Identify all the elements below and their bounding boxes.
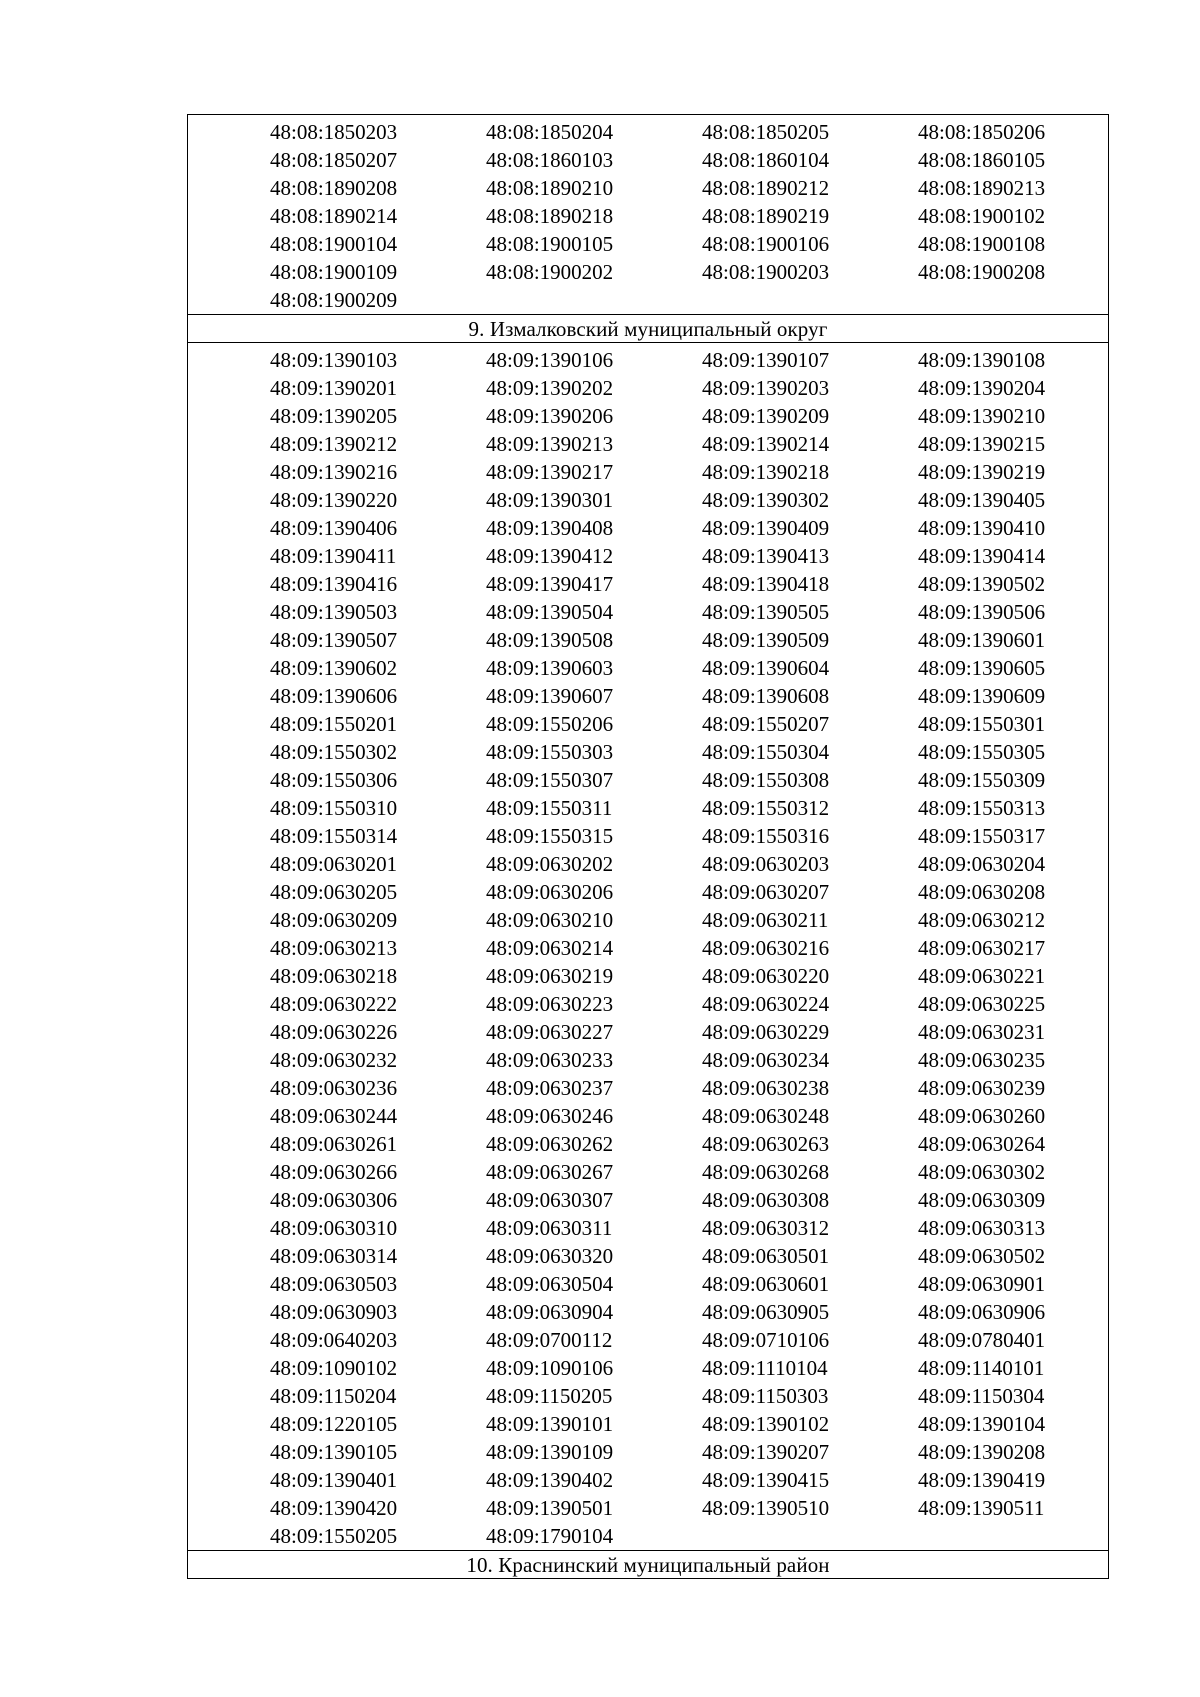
cadastral-number: 48:09:0630239 — [918, 1076, 1046, 1100]
cadastral-number: 48:08:1900102 — [918, 204, 1046, 228]
table-row — [188, 1186, 1108, 1214]
cadastral-number: 48:09:1390206 — [486, 404, 614, 428]
cadastral-number: 48:08:1850203 — [270, 120, 398, 144]
cadastral-number: 48:09:1390402 — [486, 1468, 614, 1492]
cadastral-number: 48:09:0630312 — [702, 1216, 830, 1240]
cadastral-number: 48:09:0630307 — [486, 1188, 614, 1212]
cadastral-number: 48:09:1550303 — [486, 740, 614, 764]
cadastral-number: 48:09:1390602 — [270, 656, 398, 680]
cadastral-number: 48:09:1390510 — [702, 1496, 830, 1520]
table-row — [188, 1158, 1108, 1186]
table-row — [188, 1326, 1108, 1354]
cadastral-number: 48:09:0630222 — [270, 992, 398, 1016]
table-row — [188, 230, 1108, 258]
cadastral-number: 48:08:1890210 — [486, 176, 614, 200]
cadastral-number: 48:09:1390504 — [486, 600, 614, 624]
table-row — [188, 654, 1108, 682]
cadastral-number: 48:09:1150303 — [702, 1384, 829, 1408]
cadastral-number: 48:09:0630901 — [918, 1272, 1046, 1296]
cadastral-number: 48:09:1390106 — [486, 348, 614, 372]
cadastral-number: 48:09:0700112 — [486, 1328, 613, 1352]
cadastral-number: 48:09:1390511 — [918, 1496, 1045, 1520]
cadastral-number: 48:09:1390207 — [702, 1440, 830, 1464]
table-row — [188, 118, 1108, 146]
cadastral-number: 48:09:0630210 — [486, 908, 614, 932]
cadastral-number: 48:09:0630313 — [918, 1216, 1046, 1240]
cadastral-number: 48:09:1550306 — [270, 768, 398, 792]
cadastral-number: 48:09:0640203 — [270, 1328, 398, 1352]
cadastral-number: 48:09:0630306 — [270, 1188, 398, 1212]
cadastral-number: 48:09:0630904 — [486, 1300, 614, 1324]
table-row — [188, 934, 1108, 962]
cadastral-number: 48:09:0630220 — [702, 964, 830, 988]
table-row — [188, 374, 1108, 402]
cadastral-number: 48:09:1390502 — [918, 572, 1046, 596]
cadastral-number: 48:08:1900108 — [918, 232, 1046, 256]
cadastral-number: 48:09:0630212 — [918, 908, 1046, 932]
cadastral-number: 48:09:1550310 — [270, 796, 398, 820]
table-row — [188, 1270, 1108, 1298]
cadastral-number: 48:08:1850207 — [270, 148, 398, 172]
table-row — [188, 1354, 1108, 1382]
cadastral-number: 48:08:1890214 — [270, 204, 398, 228]
cadastral-number: 48:09:0630223 — [486, 992, 614, 1016]
cadastral-number: 48:09:1390408 — [486, 516, 614, 540]
cadastral-number: 48:09:1550309 — [918, 768, 1046, 792]
cadastral-number: 48:09:0630502 — [918, 1244, 1046, 1268]
cadastral-table — [187, 114, 1109, 1579]
cadastral-number: 48:09:1390302 — [702, 488, 830, 512]
table-row — [188, 990, 1108, 1018]
cadastral-number: 48:09:1390419 — [918, 1468, 1046, 1492]
cadastral-number: 48:09:0630213 — [270, 936, 398, 960]
table-row — [188, 1046, 1108, 1074]
cadastral-number: 48:09:0630262 — [486, 1132, 614, 1156]
cadastral-number: 48:09:1390205 — [270, 404, 398, 428]
cadastral-number: 48:09:1390406 — [270, 516, 398, 540]
cadastral-number: 48:09:0630248 — [702, 1104, 830, 1128]
cadastral-number: 48:09:1550207 — [702, 712, 830, 736]
cadastral-number: 48:09:0630264 — [918, 1132, 1046, 1156]
table-row — [188, 598, 1108, 626]
cadastral-number: 48:09:1390105 — [270, 1440, 398, 1464]
cadastral-number: 48:09:1220105 — [270, 1412, 398, 1436]
table-row — [188, 1466, 1108, 1494]
cadastral-number: 48:09:1390604 — [702, 656, 830, 680]
cadastral-number: 48:09:0630268 — [702, 1160, 830, 1184]
cadastral-number: 48:09:1390214 — [702, 432, 830, 456]
table-row — [188, 1074, 1108, 1102]
cadastral-number: 48:09:0630201 — [270, 852, 398, 876]
table-row — [188, 1522, 1108, 1550]
cadastral-number: 48:09:0630903 — [270, 1300, 398, 1324]
table-row — [188, 1102, 1108, 1130]
cadastral-number: 48:09:0630906 — [918, 1300, 1046, 1324]
table-row — [188, 682, 1108, 710]
table-row — [188, 1298, 1108, 1326]
cadastral-number: 48:08:1900202 — [486, 260, 614, 284]
cadastral-number: 48:08:1890218 — [486, 204, 614, 228]
table-row — [188, 458, 1108, 486]
cadastral-number: 48:09:0630224 — [702, 992, 830, 1016]
cadastral-number: 48:09:0630221 — [918, 964, 1046, 988]
cadastral-number: 48:09:1390202 — [486, 376, 614, 400]
cadastral-number: 48:08:1900106 — [702, 232, 830, 256]
table-row — [188, 146, 1108, 174]
table-row — [188, 906, 1108, 934]
table-row — [188, 850, 1108, 878]
cadastral-number: 48:09:0630302 — [918, 1160, 1046, 1184]
cadastral-number: 48:09:1390218 — [702, 460, 830, 484]
cadastral-number: 48:08:1900209 — [270, 288, 398, 312]
cadastral-number: 48:09:0630202 — [486, 852, 614, 876]
cadastral-number: 48:09:1390601 — [918, 628, 1046, 652]
cadastral-number: 48:09:0630246 — [486, 1104, 614, 1128]
cadastral-number: 48:09:0630234 — [702, 1048, 830, 1072]
cadastral-number: 48:09:1390219 — [918, 460, 1046, 484]
cadastral-number: 48:08:1860105 — [918, 148, 1046, 172]
table-row — [188, 542, 1108, 570]
codes-block — [187, 114, 1109, 315]
cadastral-number: 48:09:1090106 — [486, 1356, 614, 1380]
cadastral-number: 48:09:1390508 — [486, 628, 614, 652]
cadastral-number: 48:09:1390215 — [918, 432, 1046, 456]
cadastral-number: 48:09:1550313 — [918, 796, 1046, 820]
cadastral-number: 48:09:0630314 — [270, 1244, 398, 1268]
cadastral-number: 48:09:1390108 — [918, 348, 1046, 372]
district-header: 9. Измалковский муниципальный округ — [187, 315, 1109, 343]
cadastral-number: 48:09:1390603 — [486, 656, 614, 680]
cadastral-number: 48:09:1550308 — [702, 768, 830, 792]
cadastral-number: 48:09:0630205 — [270, 880, 398, 904]
table-row — [188, 1214, 1108, 1242]
cadastral-number: 48:09:0630204 — [918, 852, 1046, 876]
cadastral-number: 48:09:0630209 — [270, 908, 398, 932]
cadastral-number: 48:09:0630232 — [270, 1048, 398, 1072]
cadastral-number: 48:09:1390415 — [702, 1468, 830, 1492]
table-row — [188, 1130, 1108, 1158]
cadastral-number: 48:08:1850204 — [486, 120, 614, 144]
cadastral-number: 48:09:1390413 — [702, 544, 830, 568]
cadastral-number: 48:09:0630225 — [918, 992, 1046, 1016]
table-row — [188, 1242, 1108, 1270]
cadastral-number: 48:09:1390109 — [486, 1440, 614, 1464]
table-row — [188, 286, 1108, 314]
cadastral-number: 48:09:1390608 — [702, 684, 830, 708]
table-row — [188, 1438, 1108, 1466]
cadastral-number: 48:09:1390505 — [702, 600, 830, 624]
cadastral-number: 48:09:1390509 — [702, 628, 830, 652]
cadastral-number: 48:09:0630310 — [270, 1216, 398, 1240]
cadastral-number: 48:09:1390606 — [270, 684, 398, 708]
cadastral-number: 48:09:0630260 — [918, 1104, 1046, 1128]
cadastral-number: 48:08:1890213 — [918, 176, 1046, 200]
cadastral-number: 48:09:1390409 — [702, 516, 830, 540]
cadastral-number: 48:09:0630211 — [702, 908, 829, 932]
cadastral-number: 48:09:0780401 — [918, 1328, 1046, 1352]
table-row — [188, 430, 1108, 458]
cadastral-number: 48:09:1390102 — [702, 1412, 830, 1436]
cadastral-number: 48:09:0630226 — [270, 1020, 398, 1044]
cadastral-number: 48:09:0630244 — [270, 1104, 398, 1128]
cadastral-number: 48:09:0630503 — [270, 1272, 398, 1296]
cadastral-number: 48:09:1550206 — [486, 712, 614, 736]
cadastral-number: 48:09:1390209 — [702, 404, 830, 428]
cadastral-number: 48:09:1550316 — [702, 824, 830, 848]
cadastral-number: 48:09:0630601 — [702, 1272, 830, 1296]
cadastral-number: 48:08:1860104 — [702, 148, 830, 172]
cadastral-number: 48:09:1550305 — [918, 740, 1046, 764]
cadastral-number: 48:09:1390203 — [702, 376, 830, 400]
cadastral-number: 48:09:0630504 — [486, 1272, 614, 1296]
cadastral-number: 48:09:1390210 — [918, 404, 1046, 428]
cadastral-number: 48:09:1390609 — [918, 684, 1046, 708]
cadastral-number: 48:09:1390607 — [486, 684, 614, 708]
cadastral-number: 48:09:1550311 — [486, 796, 613, 820]
table-row — [188, 766, 1108, 794]
cadastral-number: 48:09:1390503 — [270, 600, 398, 624]
cadastral-number: 48:09:1390418 — [702, 572, 830, 596]
cadastral-number: 48:09:1390220 — [270, 488, 398, 512]
table-row — [188, 174, 1108, 202]
cadastral-number: 48:09:0630229 — [702, 1020, 830, 1044]
cadastral-number: 48:09:0630308 — [702, 1188, 830, 1212]
cadastral-number: 48:09:1550302 — [270, 740, 398, 764]
cadastral-number: 48:09:0630219 — [486, 964, 614, 988]
cadastral-number: 48:09:1550307 — [486, 768, 614, 792]
table-row — [188, 1410, 1108, 1438]
cadastral-number: 48:09:0630233 — [486, 1048, 614, 1072]
table-row — [188, 822, 1108, 850]
cadastral-number: 48:09:1790104 — [486, 1524, 614, 1548]
cadastral-number: 48:09:1550304 — [702, 740, 830, 764]
cadastral-number: 48:09:1390507 — [270, 628, 398, 652]
cadastral-number: 48:09:0630227 — [486, 1020, 614, 1044]
cadastral-number: 48:09:1550201 — [270, 712, 398, 736]
cadastral-number: 48:09:1390506 — [918, 600, 1046, 624]
cadastral-number: 48:09:1390411 — [270, 544, 397, 568]
cadastral-number: 48:09:0630320 — [486, 1244, 614, 1268]
cadastral-number: 48:09:0630266 — [270, 1160, 398, 1184]
table-row — [188, 626, 1108, 654]
table-row — [188, 710, 1108, 738]
cadastral-number: 48:08:1850205 — [702, 120, 830, 144]
cadastral-number: 48:09:1110104 — [702, 1356, 828, 1380]
cadastral-number: 48:09:1390401 — [270, 1468, 398, 1492]
cadastral-number: 48:09:1150304 — [918, 1384, 1045, 1408]
cadastral-number: 48:09:1550312 — [702, 796, 830, 820]
table-row — [188, 878, 1108, 906]
cadastral-number: 48:09:0630309 — [918, 1188, 1046, 1212]
cadastral-number: 48:09:0630238 — [702, 1076, 830, 1100]
table-row — [188, 1018, 1108, 1046]
table-row — [188, 1382, 1108, 1410]
cadastral-number: 48:09:1390101 — [486, 1412, 614, 1436]
table-row — [188, 402, 1108, 430]
cadastral-number: 48:09:1390410 — [918, 516, 1046, 540]
table-row — [188, 570, 1108, 598]
table-row — [188, 202, 1108, 230]
cadastral-number: 48:09:1550205 — [270, 1524, 398, 1548]
cadastral-number: 48:08:1900203 — [702, 260, 830, 284]
cadastral-number: 48:08:1890219 — [702, 204, 830, 228]
codes-block — [187, 343, 1109, 1551]
cadastral-number: 48:09:1390405 — [918, 488, 1046, 512]
cadastral-number: 48:08:1850206 — [918, 120, 1046, 144]
cadastral-number: 48:09:1390217 — [486, 460, 614, 484]
cadastral-number: 48:09:0630237 — [486, 1076, 614, 1100]
cadastral-number: 48:09:1390417 — [486, 572, 614, 596]
cadastral-number: 48:09:1390605 — [918, 656, 1046, 680]
cadastral-number: 48:09:1390416 — [270, 572, 398, 596]
cadastral-number: 48:09:1090102 — [270, 1356, 398, 1380]
cadastral-number: 48:09:1390213 — [486, 432, 614, 456]
cadastral-number: 48:09:0630214 — [486, 936, 614, 960]
cadastral-number: 48:09:0630261 — [270, 1132, 398, 1156]
cadastral-number: 48:09:1390201 — [270, 376, 398, 400]
cadastral-number: 48:09:1390501 — [486, 1496, 614, 1520]
district-header: 10. Краснинский муниципальный район — [187, 1551, 1109, 1579]
cadastral-number: 48:09:1390216 — [270, 460, 398, 484]
cadastral-number: 48:09:1550315 — [486, 824, 614, 848]
cadastral-number: 48:09:1390420 — [270, 1496, 398, 1520]
cadastral-number: 48:09:1390412 — [486, 544, 614, 568]
cadastral-number: 48:09:1390301 — [486, 488, 614, 512]
cadastral-number: 48:09:1390107 — [702, 348, 830, 372]
cadastral-number: 48:09:0630267 — [486, 1160, 614, 1184]
cadastral-number: 48:09:1390212 — [270, 432, 398, 456]
cadastral-number: 48:09:1550317 — [918, 824, 1046, 848]
table-row — [188, 738, 1108, 766]
table-row — [188, 794, 1108, 822]
cadastral-number: 48:08:1900109 — [270, 260, 398, 284]
cadastral-number: 48:08:1860103 — [486, 148, 614, 172]
cadastral-number: 48:09:0630216 — [702, 936, 830, 960]
cadastral-number: 48:09:0630218 — [270, 964, 398, 988]
cadastral-number: 48:09:0630905 — [702, 1300, 830, 1324]
cadastral-number: 48:09:0630217 — [918, 936, 1046, 960]
table-row — [188, 1494, 1108, 1522]
cadastral-number: 48:09:1150205 — [486, 1384, 613, 1408]
cadastral-number: 48:09:0630208 — [918, 880, 1046, 904]
cadastral-number: 48:08:1890212 — [702, 176, 830, 200]
cadastral-number: 48:09:0710106 — [702, 1328, 830, 1352]
cadastral-number: 48:09:1390208 — [918, 1440, 1046, 1464]
cadastral-number: 48:09:0630235 — [918, 1048, 1046, 1072]
cadastral-number: 48:09:1390204 — [918, 376, 1046, 400]
cadastral-number: 48:09:0630231 — [918, 1020, 1046, 1044]
cadastral-number: 48:09:1550301 — [918, 712, 1046, 736]
cadastral-number: 48:09:0630311 — [486, 1216, 613, 1240]
cadastral-number: 48:09:0630263 — [702, 1132, 830, 1156]
cadastral-number: 48:09:1390104 — [918, 1412, 1046, 1436]
cadastral-number: 48:09:0630501 — [702, 1244, 830, 1268]
cadastral-number: 48:09:1150204 — [270, 1384, 397, 1408]
cadastral-number: 48:08:1900208 — [918, 260, 1046, 284]
cadastral-number: 48:09:1390414 — [918, 544, 1046, 568]
table-row — [188, 486, 1108, 514]
cadastral-number: 48:08:1890208 — [270, 176, 398, 200]
cadastral-number: 48:08:1900104 — [270, 232, 398, 256]
cadastral-number: 48:09:1550314 — [270, 824, 398, 848]
table-row — [188, 962, 1108, 990]
cadastral-number: 48:09:1140101 — [918, 1356, 1045, 1380]
cadastral-number: 48:08:1900105 — [486, 232, 614, 256]
table-row — [188, 258, 1108, 286]
cadastral-number: 48:09:0630203 — [702, 852, 830, 876]
table-row — [188, 346, 1108, 374]
cadastral-number: 48:09:0630207 — [702, 880, 830, 904]
cadastral-number: 48:09:0630206 — [486, 880, 614, 904]
table-row — [188, 514, 1108, 542]
cadastral-number: 48:09:1390103 — [270, 348, 398, 372]
cadastral-number: 48:09:0630236 — [270, 1076, 398, 1100]
